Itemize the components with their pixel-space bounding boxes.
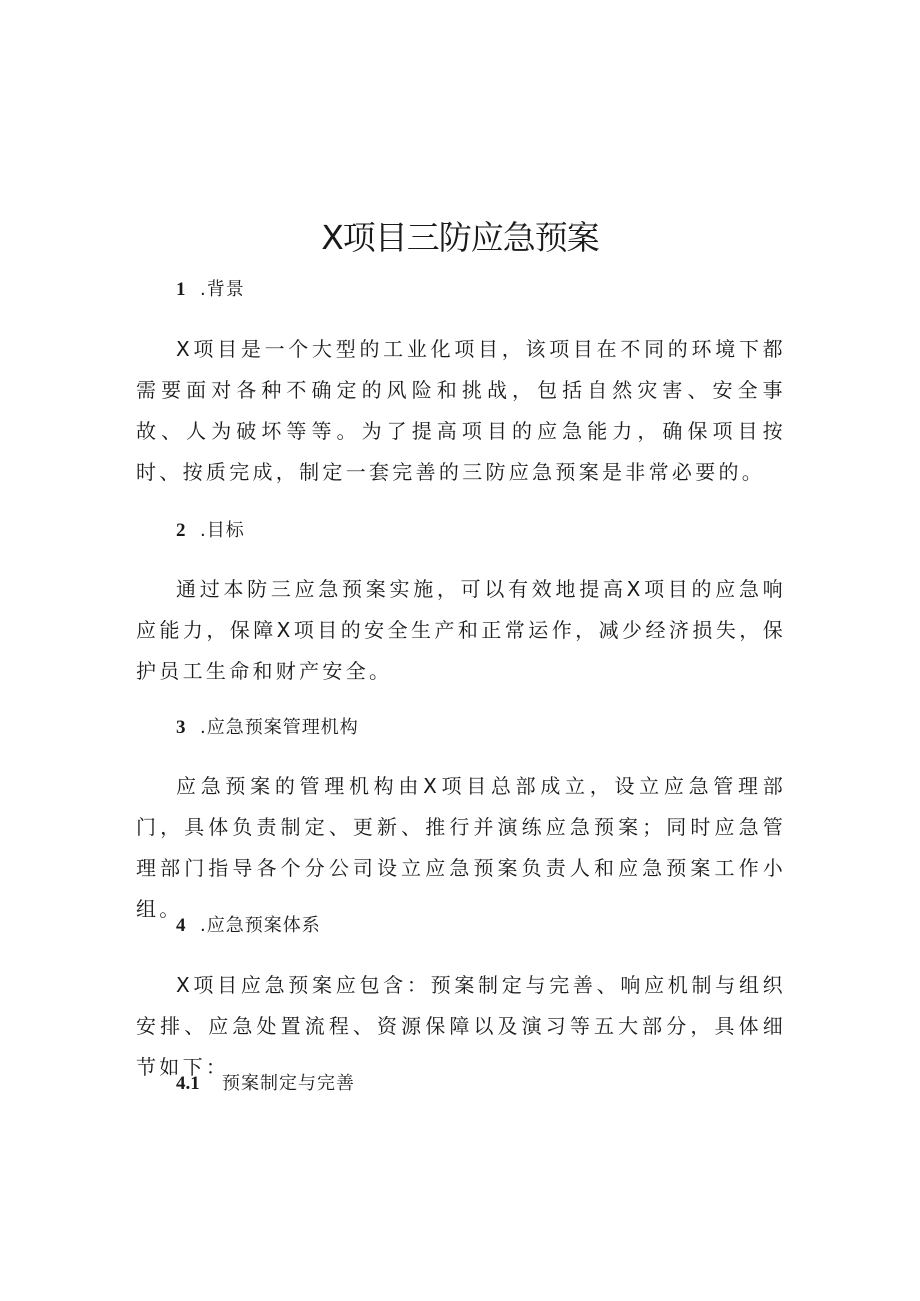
section-4-body: X项目应急预案应包含：预案制定与完善、响应机制与组织安排、应急处置流程、资源保障以及演习等五大部分，具体细节如下： — [136, 973, 786, 1079]
section-4-heading — [176, 912, 321, 940]
section-2-body: 通过本防三应急预案实施，可以有效地提高X项目的应急响应能力，保障X项目的安全生产和正常运作，减少经济损失，保护员工生命和财产安全。 — [136, 577, 786, 683]
section-2-title: .目标 — [200, 520, 245, 541]
section-1-body: X项目是一个大型的工业化项目，该项目在不同的环境下都需要面对各种不确定的风险和挑战，包括自然灾害、安全事故、人为破坏等等。为了提高项目的应急能力，确保项目按时、按质完成，制定一套完善的三防应急预案是非常必要的。 — [136, 337, 786, 484]
section-4-number: 4 — [176, 915, 186, 936]
section-3-body: 应急预案的管理机构由X项目总部成立，设立应急管理部门，具体负责制定、更新、推行并演练应急预案；同时应急管理部门指导各个分公司设立应急预案负责人和应急预案工作小组。 — [136, 774, 786, 921]
section-3-title: .应急预案管理机构 — [200, 717, 359, 738]
section-1-title: .背景 — [200, 279, 245, 300]
document-title: X项目三防应急预案 — [321, 218, 599, 257]
section-2-number: 2 — [176, 520, 186, 541]
section-4-title: .应急预案体系 — [200, 915, 321, 936]
section-3-heading — [176, 714, 359, 742]
section-3-number: 3 — [176, 717, 186, 738]
section-1-number: 1 — [176, 279, 186, 300]
subsection-4-1-title: 预案制定与完善 — [222, 1073, 355, 1094]
section-2-heading — [176, 517, 245, 545]
section-1-heading — [176, 276, 245, 304]
subsection-4-1-heading — [176, 1070, 355, 1098]
subsection-4-1-number: 4.1 — [176, 1073, 200, 1094]
